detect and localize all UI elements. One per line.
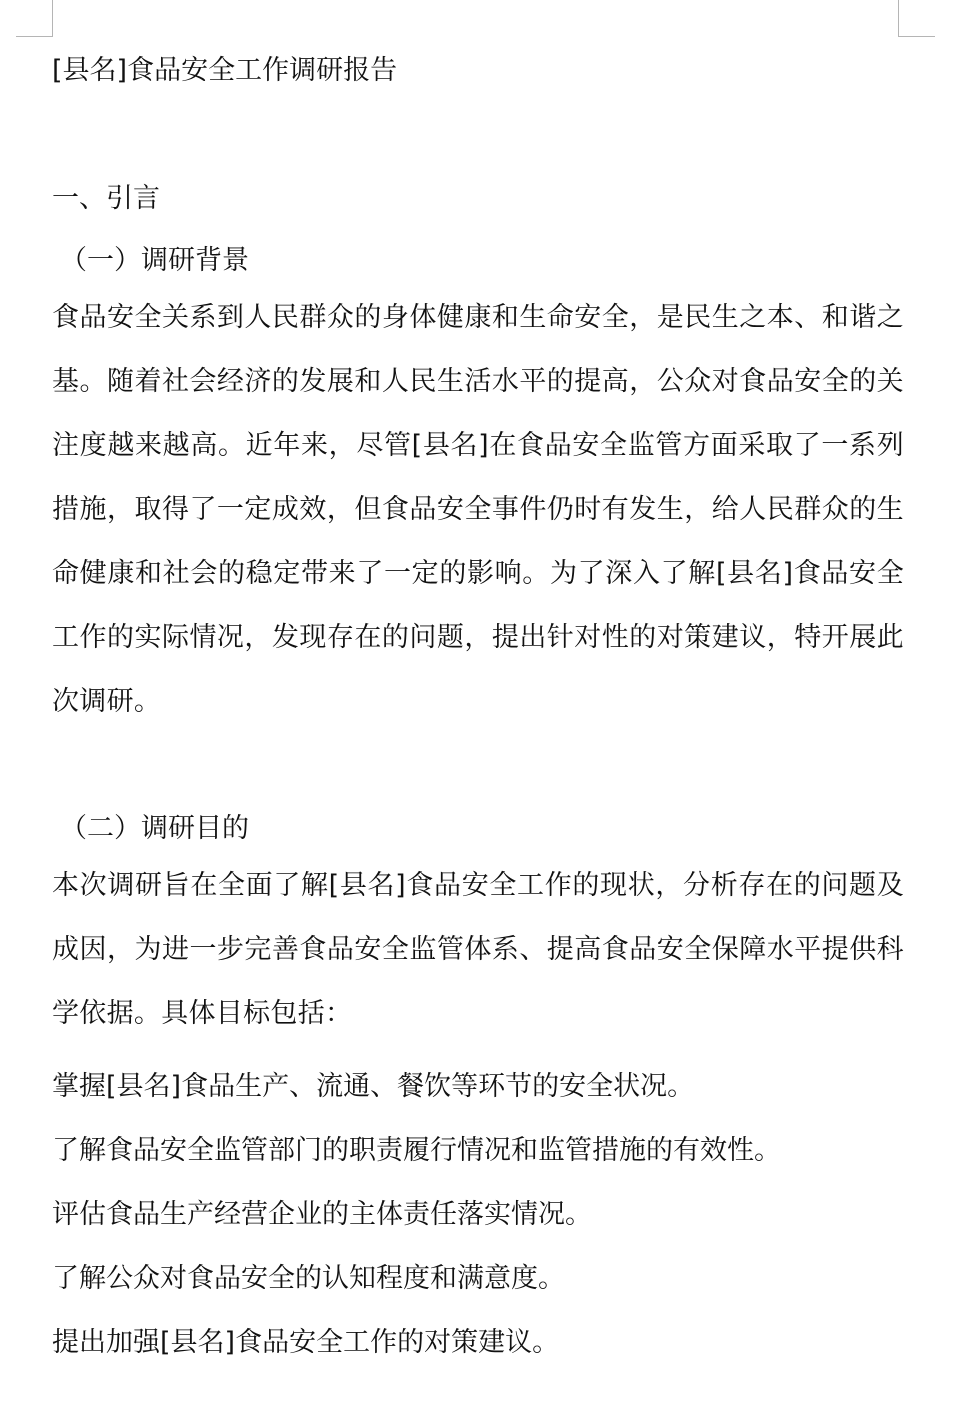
- paragraph-purpose: 本次调研旨在全面了解[县名]食品安全工作的现状，分析存在的问题及成因，为进一步完善食品安全监管体系、提高食品安全保障水平提供科学依据。具体目标包括：: [52, 870, 904, 1029]
- paragraph-background: 食品安全关系到人民群众的身体健康和生命安全，是民生之本、和谐之基。随着社会经济的发展和人民生活水平的提高，公众对食品安全的关注度越来越高。近年来，尽管[县名]在食品安全监管方面采取了一系列措施，取得了一定成效，但食品安全事件仍时有发生，给人民群众的生命健康和社会的稳定带来了一定的影响。为了深入了解[县名]食品安全工作的实际情况，发现存在的问题，提出针对性的对策建议，特开展此次调研。: [52, 302, 904, 717]
- page-corner-mark-top-right: [898, 0, 935, 37]
- list-item-goal-4: 了解公众对食品安全的认知程度和满意度。: [52, 1263, 565, 1294]
- list-item-goal-3: 评估食品生产经营企业的主体责任落实情况。: [52, 1199, 592, 1230]
- list-item-goal-2: 了解食品安全监管部门的职责履行情况和监管措施的有效性。: [52, 1135, 781, 1166]
- document-page: [52, 48, 904, 1366]
- document-title: [县名]食品安全工作调研报告: [52, 55, 398, 86]
- subsection-heading-background: （一）调研背景: [60, 245, 249, 276]
- page-corner-mark-top-left: [16, 0, 53, 37]
- goal-list: [52, 1064, 904, 1366]
- list-item-goal-5: 提出加强[县名]食品安全工作的对策建议。: [52, 1327, 560, 1358]
- subsection-heading-purpose: （二）调研目的: [60, 813, 249, 844]
- list-item-goal-1: 掌握[县名]食品生产、流通、餐饮等环节的安全状况。: [52, 1071, 695, 1102]
- section-heading-introduction: 一、引言: [52, 183, 160, 214]
